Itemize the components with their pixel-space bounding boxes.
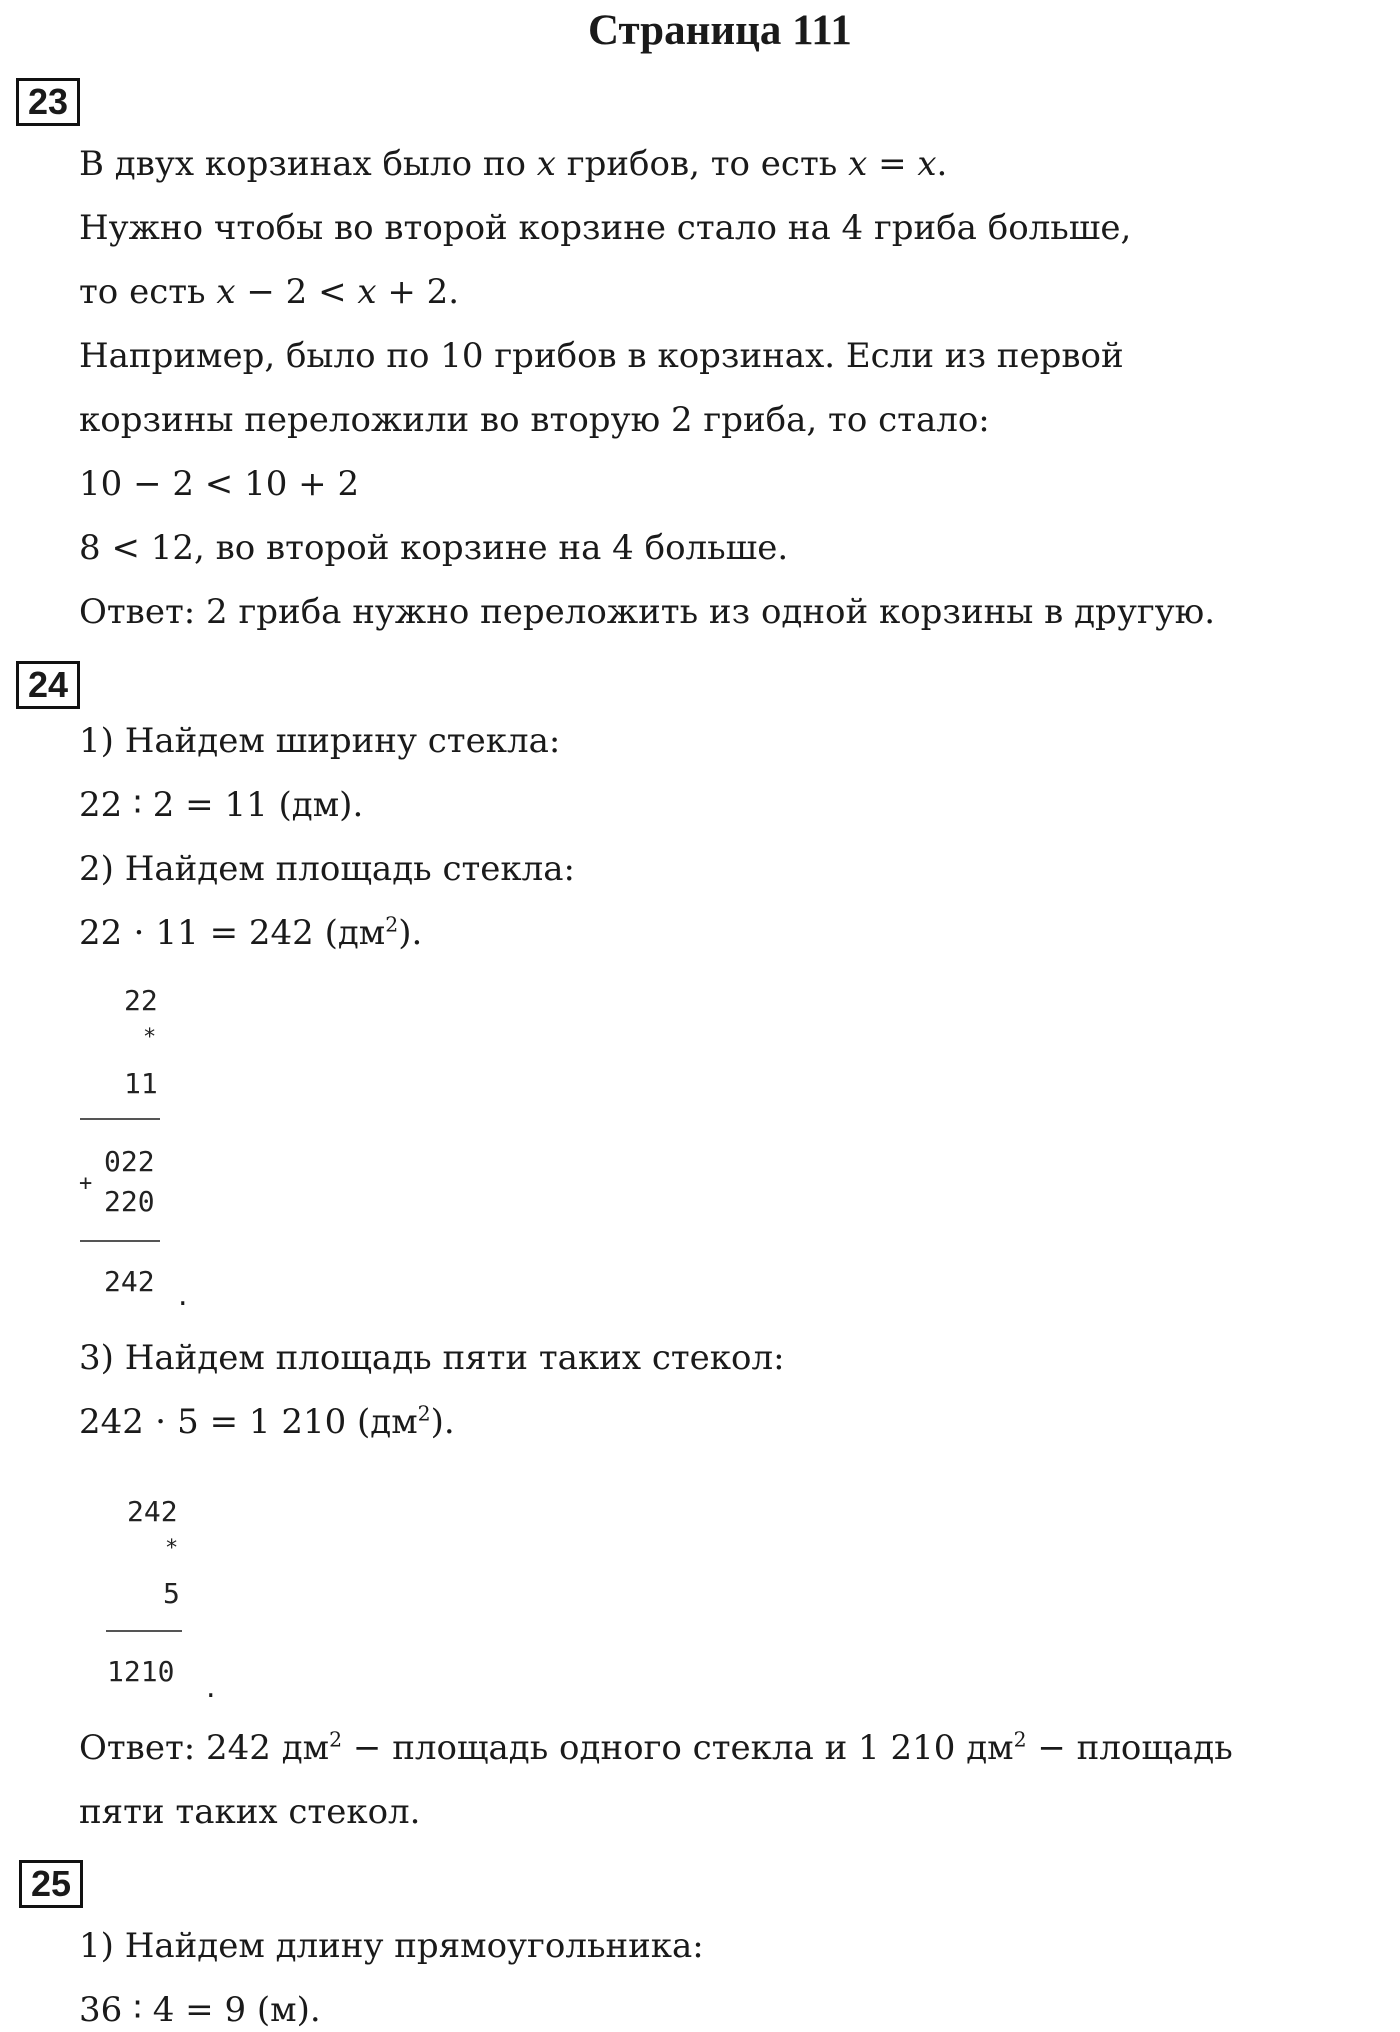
task-23-line-2: Нужно чтобы во второй корзине стало на 4 гриба больше, — [79, 208, 1132, 248]
calc-2-main: 22 ⋅ 11 = 242 (дм — [79, 913, 386, 953]
task-25-step-1: 1) Найдем длину прямоугольника: — [79, 1926, 704, 1966]
task-24-calc-1: 22 ∶ 2 = 11 (дм). — [79, 785, 364, 825]
col1-multiplicand: 22 — [124, 984, 158, 1017]
answer-part-a: Ответ: 242 дм — [79, 1728, 330, 1768]
col1-operator: * — [143, 1025, 157, 1050]
task-23-line-3: то есть 𝑥 − 2 < 𝑥 + 2. — [79, 272, 460, 312]
task-24-step-3: 3) Найдем площадь пяти таких стекол: — [79, 1338, 785, 1378]
task-23-line-1: В двух корзинах было по 𝑥 грибов, то есть 𝑥 = 𝑥. — [79, 144, 948, 184]
task-number-24: 24 — [16, 661, 80, 709]
task-24-step-1: 1) Найдем ширину стекла: — [79, 721, 561, 761]
task-23-line-6: 10 − 2 < 10 + 2 — [79, 464, 360, 504]
col2-rule — [106, 1630, 182, 1632]
task-23-line-4: Например, было по 10 грибов в корзинах. Если из первой — [79, 336, 1124, 376]
answer-part-c: − площадь — [1026, 1728, 1233, 1768]
col2-multiplicand: 242 — [127, 1495, 178, 1528]
answer-exponent-1: 2 — [329, 1727, 343, 1752]
col1-rule-1 — [80, 1118, 160, 1120]
task-23-line-7: 8 < 12, во второй корзине на 4 больше. — [79, 528, 789, 568]
task-number-23: 23 — [16, 78, 80, 126]
page-title: Страница 111 — [588, 7, 852, 54]
col2-dot: . — [206, 1670, 216, 1705]
calc-2-end: ). — [398, 913, 423, 953]
col2-operator: * — [165, 1536, 179, 1561]
calc-2-exponent: 2 — [385, 912, 399, 937]
task-23-line-5: корзины переложили во вторую 2 гриба, то стало: — [79, 400, 990, 440]
task-24-calc-2 — [79, 913, 422, 953]
answer-exponent-2: 2 — [1013, 1727, 1027, 1752]
calc-3-exponent: 2 — [417, 1401, 431, 1426]
col1-rule-2 — [80, 1240, 160, 1242]
answer-part-b: − площадь одного стекла и 1 210 дм — [342, 1728, 1014, 1768]
task-25-calc-1: 36 ∶ 4 = 9 (м). — [79, 1990, 321, 2030]
task-24-calc-3 — [79, 1402, 455, 1442]
col1-partial-1: 022 — [104, 1145, 155, 1178]
col2-result: 1210 — [107, 1655, 175, 1688]
col2-multiplier: 5 — [163, 1577, 180, 1610]
calc-3-main: 242 ⋅ 5 = 1 210 (дм — [79, 1402, 418, 1442]
task-24-answer — [79, 1728, 1233, 1768]
col1-partial-2: 220 — [104, 1185, 155, 1218]
col1-result: 242 — [104, 1265, 155, 1298]
task-23-answer: Ответ: 2 гриба нужно переложить из одной корзины в другую. — [79, 592, 1216, 632]
task-number-25: 25 — [19, 1860, 83, 1908]
col1-dot: . — [178, 1278, 188, 1313]
col1-plus: + — [79, 1171, 93, 1196]
task-24-answer-line-2: пяти таких стекол. — [79, 1792, 421, 1832]
col1-multiplier: 11 — [124, 1067, 158, 1100]
calc-3-end: ). — [430, 1402, 455, 1442]
task-24-step-2: 2) Найдем площадь стекла: — [79, 849, 576, 889]
